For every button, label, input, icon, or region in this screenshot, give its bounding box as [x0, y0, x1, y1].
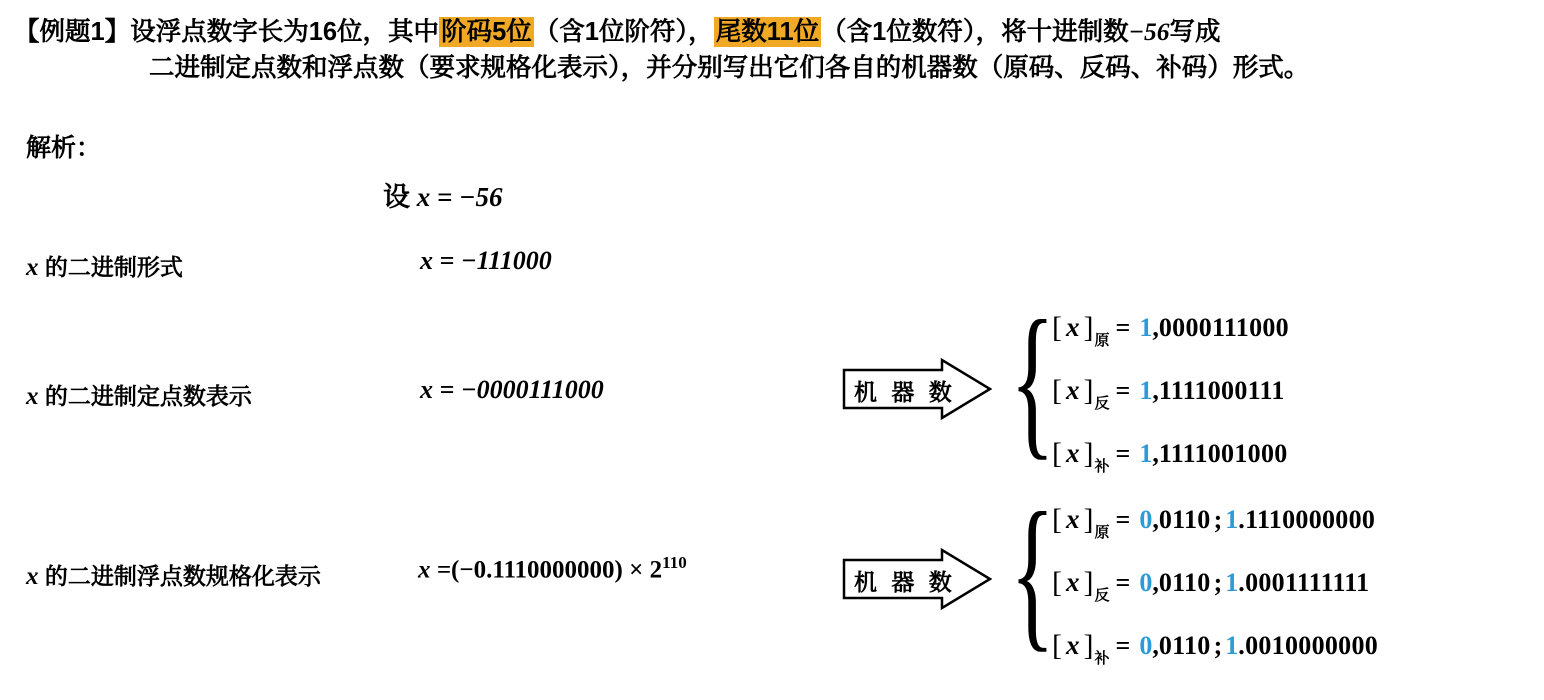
highlight-mantissa-bits: 尾数11位 [715, 18, 820, 46]
sign-bit: 1 [1139, 438, 1153, 468]
bracket-close: ] [1083, 565, 1094, 599]
exponent-bits: 0110 [1158, 504, 1211, 534]
set-expression: x = −56 [416, 182, 503, 212]
row-label-fixed-point [26, 378, 252, 411]
row-label-floating-point [26, 558, 321, 591]
comma: , [1152, 567, 1159, 597]
value-bits: 1111000111 [1158, 375, 1285, 405]
machine-number-arrow-label-fixed: 机 器 数 [854, 379, 956, 405]
bracket-open: [ [1052, 502, 1062, 536]
semicolon: ; [1213, 567, 1223, 597]
sign-bit: 0 [1139, 504, 1153, 534]
row-label-floating-point-var: x [26, 563, 39, 590]
equation-equals: = [1115, 375, 1131, 405]
row-label-fixed-point-var: x [26, 383, 39, 410]
equation-var: x [1066, 630, 1080, 660]
bracket-close: ] [1083, 436, 1094, 470]
problem-line1-part-d: 写成 [1169, 18, 1221, 46]
value-bits: 0000111000 [1158, 312, 1289, 342]
equation-row [1052, 296, 1289, 359]
sign-bit: 1 [1139, 312, 1153, 342]
semicolon: ; [1213, 630, 1223, 660]
sign-bit: 0 [1139, 567, 1153, 597]
equation-row [1052, 614, 1378, 677]
row-expr-floating-point-prefix: x = [418, 556, 451, 584]
equation-equals: = [1115, 630, 1131, 660]
brace-icon: { [1010, 478, 1055, 666]
row-expr-fixed-point: x = −0000111000 [420, 375, 604, 404]
equation-var: x [1066, 312, 1080, 342]
machine-number-arrow-fixed [842, 358, 992, 420]
problem-decimal-value: −56 [1128, 17, 1170, 46]
row-label-binary [26, 249, 183, 282]
equation-subscript: 反 [1094, 395, 1110, 412]
machine-number-arrow-label-float: 机 器 数 [854, 569, 956, 595]
mantissa-sign-bit: 1 [1225, 504, 1239, 534]
set-label: 设 [383, 182, 410, 212]
bracket-close: ] [1083, 310, 1094, 344]
row-expr-floating-point-exponent: 110 [662, 553, 687, 572]
bracket-open: [ [1052, 310, 1062, 344]
bracket-open: [ [1052, 565, 1062, 599]
equation-var: x [1066, 567, 1080, 597]
comma: , [1152, 504, 1159, 534]
value-bits: 1111001000 [1158, 438, 1288, 468]
mantissa-sign-bit: 1 [1225, 630, 1239, 660]
equation-subscript: 原 [1094, 332, 1110, 349]
brace-icon: { [1010, 286, 1055, 474]
equation-subscript: 补 [1094, 458, 1110, 475]
bracket-open: [ [1052, 436, 1062, 470]
row-label-binary-var: x [26, 254, 39, 281]
equation-equals: = [1115, 504, 1131, 534]
row-expr-floating-point [418, 553, 687, 584]
mantissa-bits: .1110000000 [1238, 504, 1376, 534]
comma: , [1152, 630, 1159, 660]
equation-subscript: 补 [1094, 650, 1110, 667]
mantissa-bits: .0001111111 [1238, 567, 1370, 597]
row-label-binary-text: 的二进制形式 [38, 254, 183, 280]
set-x-line [383, 175, 503, 214]
row-expr-floating-point-body: (−0.1110000000) × 2 [451, 556, 663, 584]
row-label-fixed-point-text: 的二进制定点数表示 [38, 383, 252, 409]
sign-bit: 0 [1139, 630, 1153, 660]
problem-line2: 二进制定点数和浮点数（要求规格化表示），并分别写出它们各自的机器数（原码、反码、补码）形式。 [149, 54, 1310, 83]
highlight-exponent-bits: 阶码5位 [441, 18, 532, 46]
comma: , [1152, 375, 1159, 405]
row-label-floating-point-text: 的二进制浮点数规格化表示 [38, 563, 321, 589]
equation-equals: = [1115, 567, 1131, 597]
equation-subscript: 反 [1094, 587, 1110, 604]
equation-subscript: 原 [1094, 524, 1110, 541]
problem-tag: 【例题1】 [14, 18, 131, 46]
mantissa-bits: .0010000000 [1238, 630, 1379, 660]
fixed-point-equation-list [1052, 296, 1289, 485]
problem-line1-part-a: 设浮点数字长为16位，其中 [130, 18, 440, 46]
equation-var: x [1066, 504, 1080, 534]
bracket-open: [ [1052, 628, 1062, 662]
equation-row [1052, 422, 1289, 485]
bracket-open: [ [1052, 373, 1062, 407]
machine-number-arrow-float [842, 548, 992, 610]
bracket-close: ] [1083, 502, 1094, 536]
problem-line1-part-c: （含1位数符），将十进制数 [821, 18, 1129, 46]
comma: , [1152, 312, 1159, 342]
mantissa-sign-bit: 1 [1225, 567, 1239, 597]
analysis-label: 解析： [26, 134, 102, 162]
problem-line1-part-b: （含1位阶符）， [533, 18, 714, 46]
sign-bit: 1 [1139, 375, 1153, 405]
bracket-close: ] [1083, 373, 1094, 407]
exponent-bits: 0110 [1158, 567, 1211, 597]
semicolon: ; [1213, 504, 1223, 534]
equation-equals: = [1115, 312, 1131, 342]
row-expr-binary: x = −111000 [420, 246, 552, 275]
bracket-close: ] [1083, 628, 1094, 662]
exponent-bits: 0110 [1158, 630, 1211, 660]
equation-equals: = [1115, 438, 1131, 468]
problem-statement [14, 14, 1524, 86]
equation-row [1052, 359, 1289, 422]
equation-var: x [1066, 438, 1080, 468]
floating-point-equation-list [1052, 488, 1378, 677]
equation-row [1052, 551, 1378, 614]
equation-row [1052, 488, 1378, 551]
equation-var: x [1066, 375, 1080, 405]
comma: , [1152, 438, 1159, 468]
